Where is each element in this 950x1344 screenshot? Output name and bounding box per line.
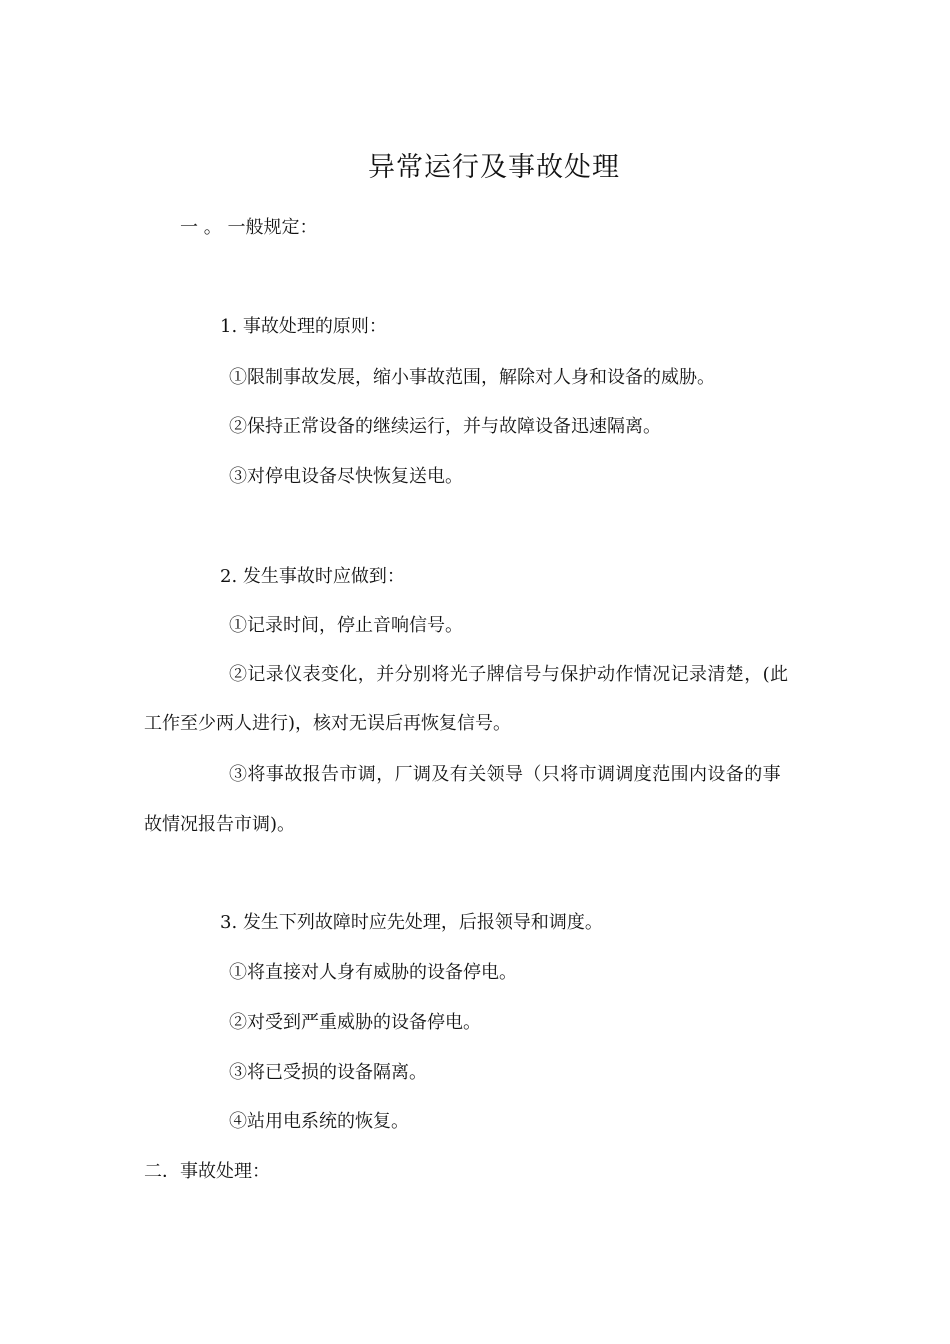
section-1-heading: 一 。 一般规定： [180,217,318,238]
item-2-point-2: ②记录仪表变化，并分别将光子牌信号与保护动作情况记录清楚，(此 [229,664,789,685]
item-3-heading: 3. 发生下列故障时应先处理，后报领导和调度。 [220,912,603,933]
item-2-point-3-continued: 故情况报告市调)。 [144,814,296,835]
item-3-point-1: ①将直接对人身有威胁的设备停电。 [229,962,517,983]
item-3-point-4: ④站用电系统的恢复。 [229,1111,409,1132]
item-1-point-3: ③对停电设备尽快恢复送电。 [229,466,463,487]
item-2-heading: 2. 发生事故时应做到： [220,566,405,587]
item-1-point-2: ②保持正常设备的继续运行，并与故障设备迅速隔离。 [229,416,661,437]
item-3-point-3: ③将已受损的设备隔离。 [229,1062,427,1083]
section-2-heading: 二．事故处理： [144,1161,270,1182]
item-3-point-2: ②对受到严重威胁的设备停电。 [229,1012,481,1033]
item-2-point-3: ③将事故报告市调，厂调及有关领导（只将市调调度范围内设备的事 [229,764,781,785]
item-2-point-2-continued: 工作至少两人进行)，核对无误后再恢复信号。 [144,713,512,734]
item-1-point-1: ①限制事故发展，缩小事故范围，解除对人身和设备的威胁。 [229,367,715,388]
item-2-point-1: ①记录时间，停止音响信号。 [229,615,463,636]
item-1-heading: 1. 事故处理的原则： [220,316,387,337]
document-title: 异常运行及事故处理 [368,152,620,183]
